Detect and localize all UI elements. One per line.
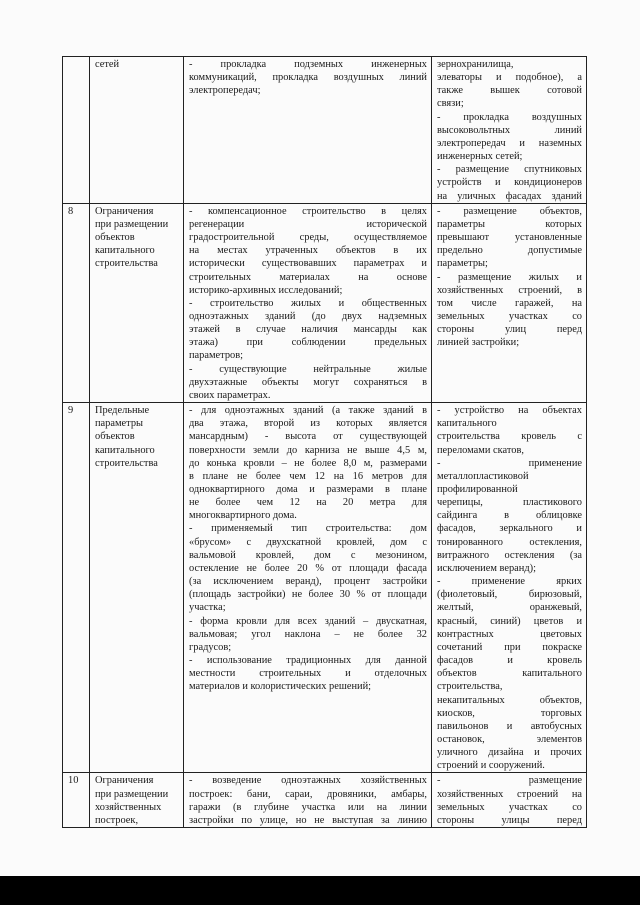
text-line: вальмовой кровлей, дом с мезонином,: [189, 549, 427, 561]
text-line: параметры;: [437, 258, 488, 270]
text-line: - для одноэтажных зданий (а также зданий в: [189, 405, 427, 417]
text-line: - прокладка подземных инженерных: [189, 59, 427, 70]
text-line: построек: бани, сараи, дровяники, амбары,: [189, 788, 427, 800]
text-line: также вышек сотовой: [437, 85, 582, 97]
prohibited-text: [432, 203, 587, 402]
text-line: строительства кровель с: [437, 431, 582, 443]
row-title-line: Предельные: [95, 405, 150, 417]
row-title-line: строительства: [95, 457, 158, 469]
text-line: поверхности земли до карниза не выше 4,5 м,: [189, 444, 427, 456]
text-line: - форма кровли для всех зданий – двускатная,: [189, 615, 427, 627]
text-line: своих параметрах.: [189, 389, 271, 401]
row-number: 9: [63, 403, 90, 773]
text-line: сайдинга в облицовке: [437, 510, 582, 522]
text-line: красный, синий) цветов и: [437, 615, 582, 627]
text-line: строительных материалах на основе: [189, 271, 427, 283]
text-line: - прокладка воздушных: [437, 111, 582, 123]
text-line: земельных участках со: [437, 310, 582, 322]
text-line: - размещение объектов,: [437, 205, 582, 217]
text-line: участка;: [189, 602, 226, 614]
text-line: - применение ярких: [437, 576, 582, 588]
text-line: элеваторы и подобное), а: [437, 72, 582, 84]
text-line: регенерации исторической: [189, 218, 427, 230]
row-title: [90, 203, 184, 402]
row-title-line: сетей: [95, 59, 120, 70]
text-line: павильонов и автобусных: [437, 720, 582, 732]
row-title: [90, 773, 184, 828]
text-line: инженерных сетей;: [437, 151, 523, 163]
row-title-line: капитального: [95, 245, 155, 257]
text-line: капитального: [437, 418, 497, 430]
text-line: два этажа, второй из которых является: [189, 418, 427, 430]
text-line: - размещение жилых и: [437, 271, 582, 283]
table-row: [63, 203, 587, 402]
text-line: до конька кровли – не более 8,0 м, размерами: [189, 457, 427, 469]
text-line: - возведение одноэтажных хозяйственных: [189, 775, 427, 787]
text-line: остановок, элементов: [437, 733, 582, 745]
text-line: объектов капитального: [437, 668, 582, 680]
text-line: контрастных цветовых: [437, 628, 582, 640]
text-line: этажей в случае наличия мансарды как: [189, 324, 427, 336]
text-line: электропередач;: [189, 85, 261, 97]
prohibited-text: [432, 403, 587, 773]
text-line: - устройство на объектах: [437, 405, 582, 417]
text-line: - размещение: [437, 775, 582, 787]
text-line: на местах утраченных объектов в их: [189, 245, 427, 257]
row-title-line: построек,: [95, 814, 139, 826]
text-line: параметров;: [189, 350, 244, 362]
text-line: «брусом» с двухскатной кровлей, дом с: [189, 536, 427, 548]
permitted-text: [184, 403, 432, 773]
text-line: коммуникаций, прокладка воздушных линий: [189, 72, 427, 84]
text-line: устройств и кондиционеров: [437, 177, 582, 189]
text-line: гаражи (в глубине участка или на линии: [189, 801, 427, 813]
text-line: стороны улицы перед: [437, 814, 582, 826]
text-line: - строительство жилых и общественных: [189, 297, 427, 309]
text-line: превышают установленные: [437, 232, 582, 244]
text-line: сочетаний при покраске: [437, 641, 582, 653]
text-line: зернохранилища,: [437, 59, 514, 70]
row-number: 10: [63, 773, 90, 828]
text-line: предельно допустимые: [437, 245, 582, 257]
text-line: одноэтажных зданий (до двух надземных: [189, 310, 427, 322]
permitted-text: [184, 773, 432, 828]
text-line: двухэтажные объекты могут сохраняться в: [189, 376, 427, 388]
text-line: этажа) при соблюдении предельных: [189, 337, 427, 349]
row-title-line: строительства: [95, 258, 158, 270]
text-line: строений и сооружений.: [437, 760, 545, 772]
row-title-line: при размещении: [95, 218, 169, 230]
permitted-text: [184, 203, 432, 402]
text-line: профилированной: [437, 484, 518, 495]
regulations-table: [62, 56, 587, 828]
text-line: фасадов и кровель: [437, 655, 582, 667]
text-line: стороны улиц перед: [437, 324, 582, 336]
text-line: - существующие нейтральные жилые: [189, 363, 427, 375]
text-line: градусов;: [189, 641, 232, 653]
text-line: в плане не более чем 12 на 16 метров для: [189, 470, 427, 482]
row-title: [90, 57, 184, 204]
row-title-line: Ограничения: [95, 775, 154, 787]
row-title-line: капитального: [95, 444, 155, 456]
text-line: - размещение спутниковых: [437, 164, 582, 176]
text-line: уличного дизайна и прочих: [437, 747, 582, 759]
text-line: на уличных фасадах зданий: [437, 190, 582, 202]
text-line: (площадь застройки) не более 30 % от площади: [189, 589, 427, 601]
text-line: высоковольтных линий: [437, 124, 582, 136]
text-line: электропередач и наземных: [437, 137, 582, 149]
row-number: 8: [63, 203, 90, 402]
row-title: [90, 403, 184, 773]
text-line: не более чем 12 на 20 метра для: [189, 497, 427, 509]
text-line: (фиолетовый, бирюзовый,: [437, 589, 582, 601]
text-line: застройки по улице, но не выступая за линию: [189, 814, 427, 826]
text-line: связи;: [437, 98, 464, 110]
text-line: черепицы, пластикового: [437, 497, 582, 509]
text-line: желтый, оранжевый,: [437, 602, 582, 614]
text-line: фасадов, зеркального и: [437, 523, 582, 535]
text-line: вальмовая; угол наклона – не более 32: [189, 628, 427, 640]
text-line: материалов и колористических решений;: [189, 681, 372, 693]
table-row: [63, 773, 587, 828]
text-line: витражного остекления (за: [437, 549, 582, 561]
text-line: линией застройки;: [437, 337, 520, 349]
text-line: исторически существовавших параметрах и: [189, 258, 427, 270]
permitted-text: [184, 57, 432, 204]
text-line: остекление не более 20 % от площади фасада: [189, 562, 427, 574]
row-title-line: параметры: [95, 418, 144, 430]
text-line: мансардным) - высота от существующей: [189, 431, 427, 443]
row-title-line: Ограничения: [95, 205, 154, 217]
text-line: тонированного остекления,: [437, 536, 582, 548]
text-line: - применение: [437, 457, 582, 469]
prohibited-text: [432, 773, 587, 828]
table-row: [63, 403, 587, 773]
prohibited-text: [432, 57, 587, 204]
text-line: историко-архивных исследований;: [189, 284, 343, 296]
table-body: [63, 57, 587, 828]
text-line: - компенсационное строительство в целях: [189, 205, 427, 217]
text-line: многоквартирного дома.: [189, 510, 297, 522]
text-line: переломами скатов,: [437, 444, 524, 456]
text-line: параметры которых: [437, 218, 582, 230]
row-title-line: при размещении: [95, 788, 169, 800]
text-line: хозяйственных строений на: [437, 788, 582, 800]
scan-bottom-edge: [0, 876, 640, 905]
text-line: хозяйственных строений, в: [437, 284, 582, 296]
text-line: градостроительной среды, осуществляемое: [189, 232, 427, 244]
text-line: (за исключением веранд), процент застройки: [189, 576, 427, 588]
text-line: одноквартирного дома и размерами в плане: [189, 484, 427, 495]
text-line: строительства,: [437, 681, 503, 693]
text-line: местности строительных и отделочных: [189, 668, 427, 680]
row-number: [63, 57, 90, 204]
text-line: земельных участках со: [437, 801, 582, 813]
row-title-line: объектов: [95, 232, 135, 244]
text-line: металлопластиковой: [437, 470, 529, 482]
text-line: том числе гаражей, на: [437, 297, 582, 309]
row-title-line: хозяйственных: [95, 801, 162, 813]
text-line: некапитальных объектов,: [437, 694, 582, 706]
table-row: [63, 57, 587, 204]
text-line: исключением веранд);: [437, 562, 536, 574]
row-title-line: объектов: [95, 431, 135, 443]
text-line: - использование традиционных для данной: [189, 655, 427, 667]
text-line: - применяемый тип строительства: дом: [189, 523, 427, 535]
text-line: киосков, торговых: [437, 707, 582, 719]
